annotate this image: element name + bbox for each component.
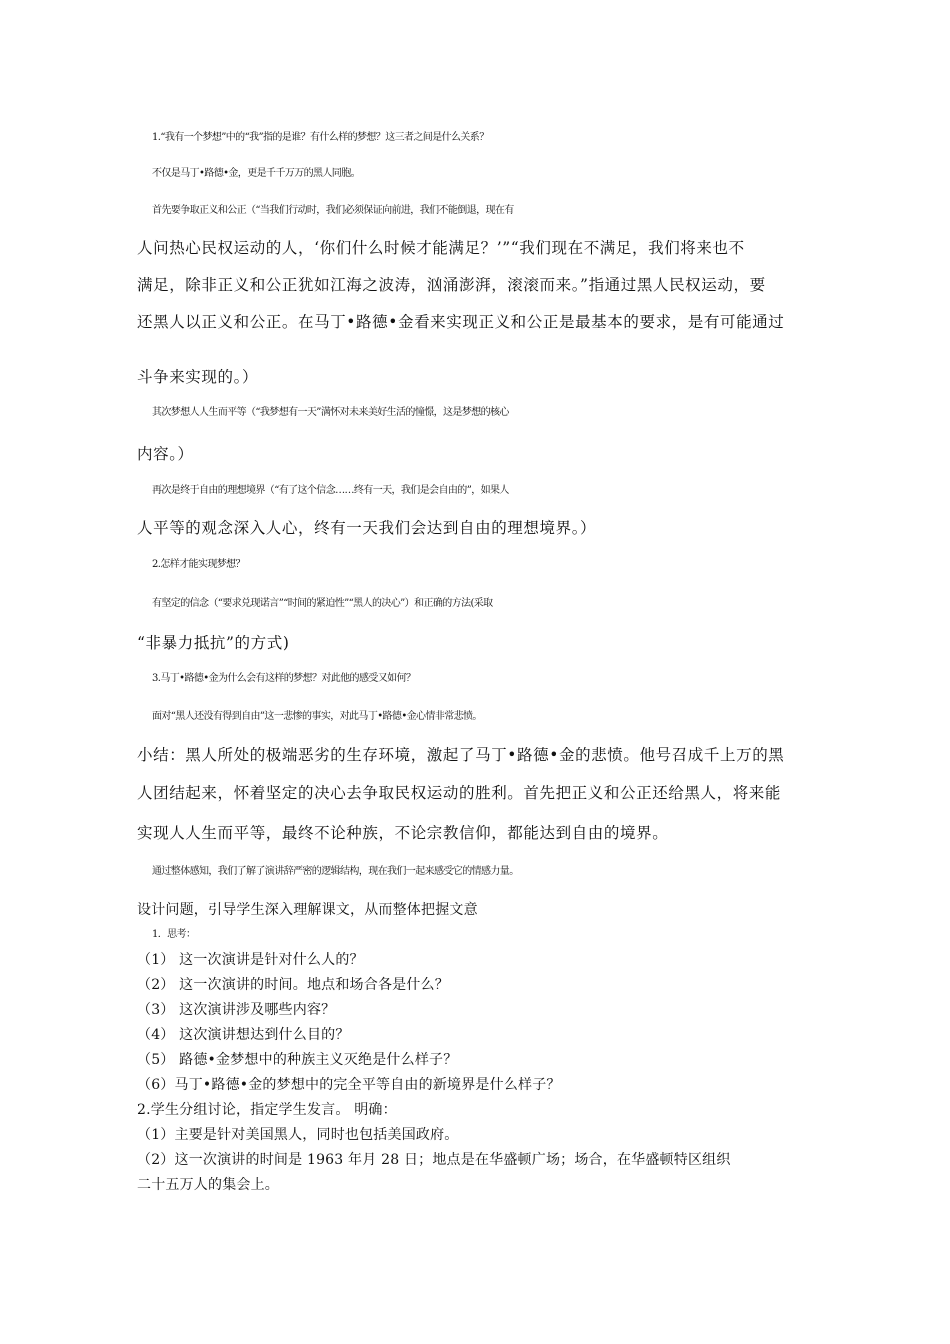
think-item-4: （4） 这次演讲想达到什么目的？ <box>137 1027 350 1043</box>
transition-paragraph: 通过整体感知，我们了解了演讲辞严密的逻辑结构，现在我们一起来感受它的情感力量。 <box>152 866 519 877</box>
freedom-paragraph-line-2: 人平等的观念深入人心，终有一天我们会达到自由的理想境界。） <box>137 519 597 537</box>
justice-paragraph-line-4: 还黑人以正义和公正。在马丁•路德•金看来实现正义和公正是最基本的要求，是有可能通过 <box>137 313 785 331</box>
summary-line-3: 实现人人生而平等，最终不论种族，不论宗教信仰，都能达到自由的境界。 <box>137 824 669 842</box>
answer-3: 面对“黑人还没有得到自由”这一悲惨的事实，对此马丁•路德•金心情非常悲愤。 <box>152 711 482 722</box>
justice-paragraph-line-1: 首先要争取正义和公正（“当我们行动时，我们必须保证向前进，我们不能倒退，现在有 <box>152 205 514 216</box>
justice-paragraph-line-2: 人问热心民权运动的人，‘你们什么时候才能满足？’”“我们现在不满足，我们将来也不 <box>137 239 745 257</box>
question-2-heading: 2.怎样才能实现梦想？ <box>152 559 245 570</box>
summary-line-1: 小结：黑人所处的极端恶劣的生存环境，激起了马丁•路德•金的悲愤。他号召成千上万的黑 <box>137 746 785 764</box>
clarify-item-2-line-2: 二十五万人的集会上。 <box>137 1177 279 1193</box>
discussion-heading: 2.学生分组讨论，指定学生发言。 明确： <box>137 1102 397 1118</box>
equality-paragraph-line-2: 内容。） <box>137 445 194 463</box>
think-item-3: （3） 这次演讲涉及哪些内容？ <box>137 1002 336 1018</box>
question-3-heading: 3.马丁•路德•金为什么会有这样的梦想？对此他的感受又如何？ <box>152 673 416 684</box>
justice-paragraph-line-3: 满足，除非正义和公正犹如江海之波涛，汹涌澎湃，滚滚而来。”指通过黑人民权运动，要 <box>137 276 766 294</box>
answer-2-line-1: 有坚定的信念（“要求兑现诺言”“时间的紧迫性”“黑人的决心”）和正确的方法(采取 <box>152 598 493 609</box>
think-item-6: （6）马丁•路德•金的梦想中的完全平等自由的新境界是什么样子？ <box>137 1077 561 1093</box>
think-item-1: （1） 这一次演讲是针对什么人的？ <box>137 952 364 968</box>
answer-1-intro: 不仅是马丁•路德•金，更是千千万万的黑人同胞。 <box>152 168 360 179</box>
clarify-item-2-line-1: （2）这一次演讲的时间是 1963 年月 28 日；地点是在华盛顿广场；场合，在华盛顿特区组织 <box>137 1152 731 1168</box>
justice-paragraph-line-5: 斗争来实现的。） <box>137 368 259 386</box>
clarify-item-1: （1）主要是针对美国黑人，同时也包括美国政府。 <box>137 1127 459 1143</box>
question-1-heading: 1.“我有一个梦想”中的“我”指的是谁？有什么样的梦想？这三者之间是什么关系？ <box>152 132 489 143</box>
think-item-2: （2） 这一次演讲的时间。地点和场合各是什么？ <box>137 977 449 993</box>
answer-2-line-2: “非暴力抵抗”的方式) <box>137 634 290 652</box>
summary-line-2: 人团结起来，怀着坚定的决心去争取民权运动的胜利。首先把正义和公正还给黑人，将来能 <box>137 784 782 802</box>
freedom-paragraph-line-1: 再次是终于自由的理想境界（“有了这个信念……终有一天，我们是会自由的”，如果人 <box>152 485 509 496</box>
think-item-5: （5） 路德•金梦想中的种族主义灭绝是什么样子？ <box>137 1052 458 1068</box>
design-question-heading: 设计问题，引导学生深入理解课文，从而整体把握文意 <box>137 902 478 918</box>
equality-paragraph-line-1: 其次梦想人人生而平等（“我梦想有一天”满怀对未来美好生活的憧憬，这是梦想的核心 <box>152 407 509 418</box>
think-heading: 1．思考： <box>152 929 196 940</box>
